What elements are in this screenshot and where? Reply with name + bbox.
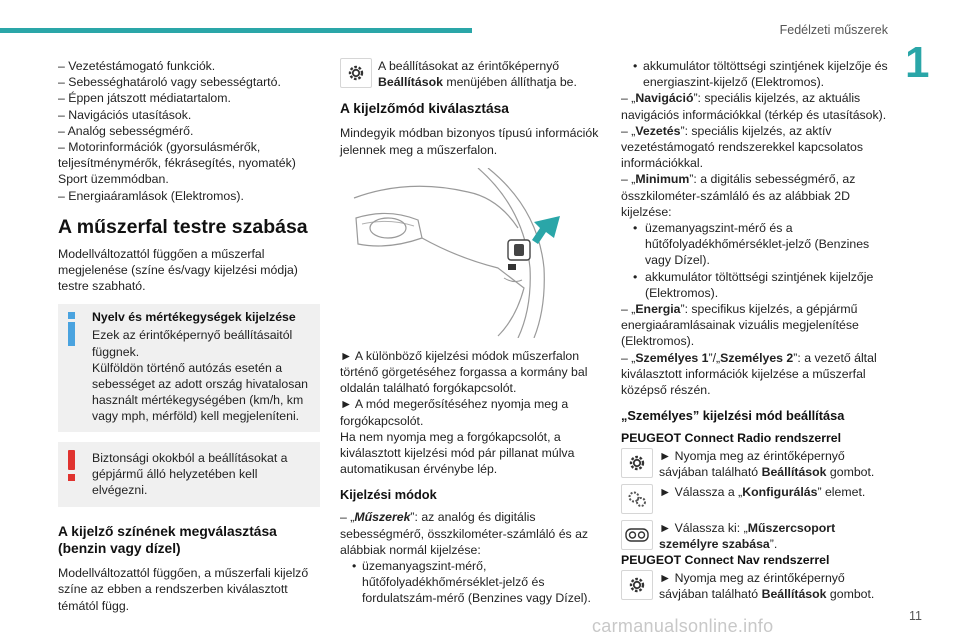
column-3 xyxy=(621,58,891,602)
paragraph: Modellváltozattól függően, a műszerfali kijelző színe az ebben a rendszerben kiválasztott témától függ. xyxy=(58,566,309,613)
list-item: – Éppen játszott médiatartalom. xyxy=(58,91,231,106)
chapter-number: 1 xyxy=(905,38,930,87)
warning-callout xyxy=(58,442,320,508)
list-item: – Sebességhatároló vagy sebességtartó. xyxy=(58,75,281,90)
step-press: ► A mód megerősítéséhez nyomja meg a forgókapcsolót. xyxy=(340,397,569,428)
paragraph: Mindegyik módban bizonyos típusú információk jelennek meg a műszerfalon. xyxy=(340,126,599,157)
bullet-item: • üzemanyagszint-mérő, hűtőfolyadékhőmérséklet-jelző és fordulatszám-mérő (Benzines vagy Dízel). xyxy=(340,558,602,607)
instrument-cluster-icon xyxy=(621,520,653,550)
column-1 xyxy=(58,58,320,614)
bullet-item: • akkumulátor töltöttségi szintjének kijelzője (Elektromos). xyxy=(621,269,891,301)
list-item: – Vezetéstámogató funkciók. xyxy=(58,59,216,73)
header-accent-bar xyxy=(0,28,472,33)
subheading-color: A kijelző színének megválasztása (benzin vagy dízel) xyxy=(58,524,277,557)
radio-step-3: ► Válassza ki: „Műszercsoport személyre szabása”. xyxy=(621,520,891,552)
radio-heading: PEUGEOT Connect Radio rendszerrel xyxy=(621,431,842,446)
mode-driving: – „Vezetés”: speciális kijelzés, az aktív vezetéstámogató rendszerekkel kapcsolatos információkkal. xyxy=(621,123,863,171)
list-item: – Energiaáramlások (Elektromos). xyxy=(58,188,244,203)
info-icon xyxy=(66,312,78,346)
mode-instruments: – „Műszerek”: az analóg és digitális sebességmérő, összkilométer-számláló és az alábbiak normál kijelzése: xyxy=(340,510,589,557)
mode-minimum: – „Minimum”: a digitális sebességmérő, az összkilométer-számláló és az alábbiak 2D kijelzése: xyxy=(621,172,856,219)
header-title: Fedélzeti műszerek xyxy=(779,23,888,37)
info-title: Nyelv és mértékegységek kijelzése xyxy=(92,310,296,325)
mode-navigation: – „Navigáció”: speciális kijelzés, az aktuális navigációs információkkal (térkép és utasítások). xyxy=(621,91,887,122)
settings-note xyxy=(340,58,602,90)
mode-energy: – „Energia”: specifikus kijelzés, a gépjármű energiaáramlásainak vizuális megjelenítése (Elektromos). xyxy=(621,302,859,349)
steering-wheel-illustration xyxy=(348,168,576,338)
configure-gears-icon xyxy=(621,484,653,514)
nav-step-1: ► Nyomja meg az érintőképernyő sávjában található Beállítások gombot. xyxy=(621,570,891,602)
mode-personal: – „Személyes 1”/„Személyes 2”: a vezető által kiválasztott információk kijelzése a műszerfal középső részén. xyxy=(621,350,877,398)
gear-icon xyxy=(340,58,372,88)
column-2 xyxy=(340,58,602,607)
bullet-item: • üzemanyagszint-mérő és a hűtőfolyadékhőmérséklet-jelző (Benzines vagy Dízel). xyxy=(621,220,891,269)
watermark: carmanualsonline.info xyxy=(592,616,774,636)
warning-body: Biztonsági okokból a beállításokat a gépjármű álló helyzetében kell elvégezni. xyxy=(92,450,288,498)
nav-heading: PEUGEOT Connect Nav rendszerrel xyxy=(621,553,830,568)
info-body: Külföldön történő autózás esetén a sebességet az adott ország hivatalosan használt mértékegységében (km/h, km vagy mph, mérföld) kell megjeleníteni. xyxy=(92,360,309,424)
radio-step-1: ► Nyomja meg az érintőképernyő sávjában található Beállítások gombot. xyxy=(621,448,891,480)
gear-icon xyxy=(621,448,653,478)
radio-step-2: ► Válassza a „Konfigurálás” elemet. xyxy=(621,484,891,514)
subheading-modes: Kijelzési módok xyxy=(340,487,437,503)
list-item: – Navigációs utasítások. xyxy=(58,107,192,122)
gear-icon xyxy=(621,570,653,600)
bullet-item: • akkumulátor töltöttségi szintjének kijelzője és energiaszint-kijelző (Elektromos). xyxy=(621,58,891,90)
section-heading-mode: A kijelzőmód kiválasztása xyxy=(340,101,509,117)
list-item: – Motorinformációk (gyorsulásmérők, teljesítménymérők, fékrásegítés, nyomaték) Sport üzemmódban. xyxy=(58,140,296,187)
section-heading-customize: A műszerfal testre szabása xyxy=(58,215,308,238)
page-number: 11 xyxy=(909,609,922,623)
settings-text: A beállításokat az érintőképernyő Beállítások menüjében állíthatja be. xyxy=(378,59,577,90)
step-auto: Ha nem nyomja meg a forgókapcsolót, a kiválasztott kijelzési mód pár pillanat múlva automatikusan érvénybe lép. xyxy=(340,429,575,477)
info-callout xyxy=(58,304,320,431)
step-rotate: ► A különböző kijelzési módok műszerfalon történő görgetéséhez forgassa a kormány bal oldalán található forgókapcsolót. xyxy=(340,348,588,396)
info-body: Ezek az érintőképernyő beállításaitól függnek. xyxy=(92,328,293,359)
subheading-personal: „Személyes” kijelzési mód beállítása xyxy=(621,408,845,424)
list-item: – Analóg sebességmérő. xyxy=(58,123,194,138)
paragraph: Modellváltozattól függően a műszerfal megjelenése (színe és/vagy kijelzési módja) testre szabható. xyxy=(58,246,298,294)
warning-icon xyxy=(66,450,78,484)
